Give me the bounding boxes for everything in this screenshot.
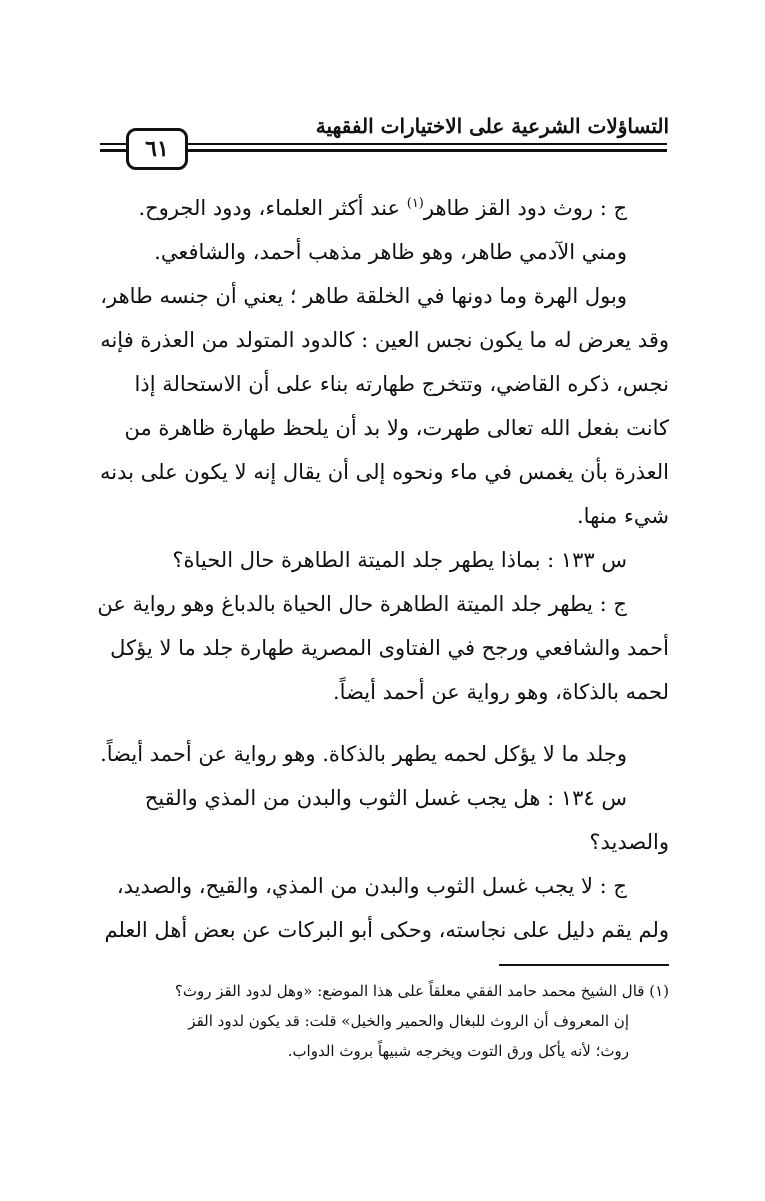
footnotes (98, 976, 669, 1066)
text-line: وجلد ما لا يؤكل لحمه يطهر بالذكاة. وهو رواية عن أحمد أيضاً. (100, 742, 627, 766)
footnote-ref: (١) (406, 196, 424, 211)
footnote-separator (499, 964, 669, 966)
footnote-line: إن المعروف أن الروث للبغال والحمير والخيل» قلت: قد يكون لدود القز (188, 1012, 629, 1030)
text-line: نجس، ذكره القاضي، وتتخرج طهارته بناء على أن الاستحالة إذا (134, 372, 669, 396)
footnote-line: (١) قال الشيخ محمد حامد الفقي معلقاً على هذا الموضع: «وهل لدود القز روث؟ (174, 982, 669, 1000)
page-number (126, 128, 188, 170)
text-line: أحمد والشافعي ورجح في الفتاوى المصرية طهارة جلد ما لا يؤكل (110, 636, 669, 660)
text-line: وبول الهرة وما دونها في الخلقة طاهر ؛ يعني أن جنسه طاهر، (100, 284, 627, 308)
text-line: س ١٣٣ : بماذا يطهر جلد الميتة الطاهرة حال الحياة؟ (172, 548, 627, 572)
text-line: لحمه بالذكاة، وهو رواية عن أحمد أيضاً. (333, 680, 669, 704)
page-number-text: ٦١ (145, 136, 169, 162)
question-133 (98, 538, 669, 582)
paragraph-answer-silkworm (98, 186, 669, 230)
footnote-line: روث؛ لأنه يأكل ورق التوت ويخرجه شبيهاً بروث الدواب. (287, 1042, 629, 1060)
main-text (98, 186, 669, 714)
paragraph-skin-slaughter (98, 732, 669, 776)
running-header-title: التساؤلات الشرعية على الاختيارات الفقهية (315, 114, 669, 138)
text-line: وقد يعرض له ما يكون نجس العين : كالدود المتولد من العذرة فإنه (100, 328, 669, 352)
text-line: ج : لا يجب غسل الثوب والبدن من المذي، والقيح، والصديد، (116, 874, 627, 898)
answer-133 (98, 582, 669, 714)
text-line: والصديد؟ (589, 830, 669, 854)
text-line: العذرة بأن يغمس في ماء ونحوه إلى أن يقال إنه لا يكون على بدنه (99, 460, 669, 484)
text-line: ومني الآدمي طاهر، وهو ظاهر مذهب أحمد، والشافعي. (154, 240, 627, 264)
text-line: ج : يطهر جلد الميتة الطاهرة حال الحياة بالدباغ وهو رواية عن (97, 592, 627, 616)
question-134 (98, 776, 669, 864)
text-line: ج : روث دود القز طاهر$^{(١)}$ عند أكثر العلماء، ودود الجروح. (138, 196, 627, 220)
answer-134 (98, 864, 669, 952)
text-line: س ١٣٤ : هل يجب غسل الثوب والبدن من المذي والقيح (144, 786, 627, 810)
text-line: كانت بفعل الله تعالى طهرت، ولا بد أن يلحظ طهارة ظاهرة من (124, 416, 669, 440)
paragraph-cat-urine (98, 274, 669, 538)
paragraph-human-semen (98, 230, 669, 274)
text-line: ولم يقم دليل على نجاسته، وحكى أبو البركات عن بعض أهل العلم (104, 918, 669, 942)
text-line: شيء منها. (577, 504, 669, 528)
main-text-continued (98, 732, 669, 952)
